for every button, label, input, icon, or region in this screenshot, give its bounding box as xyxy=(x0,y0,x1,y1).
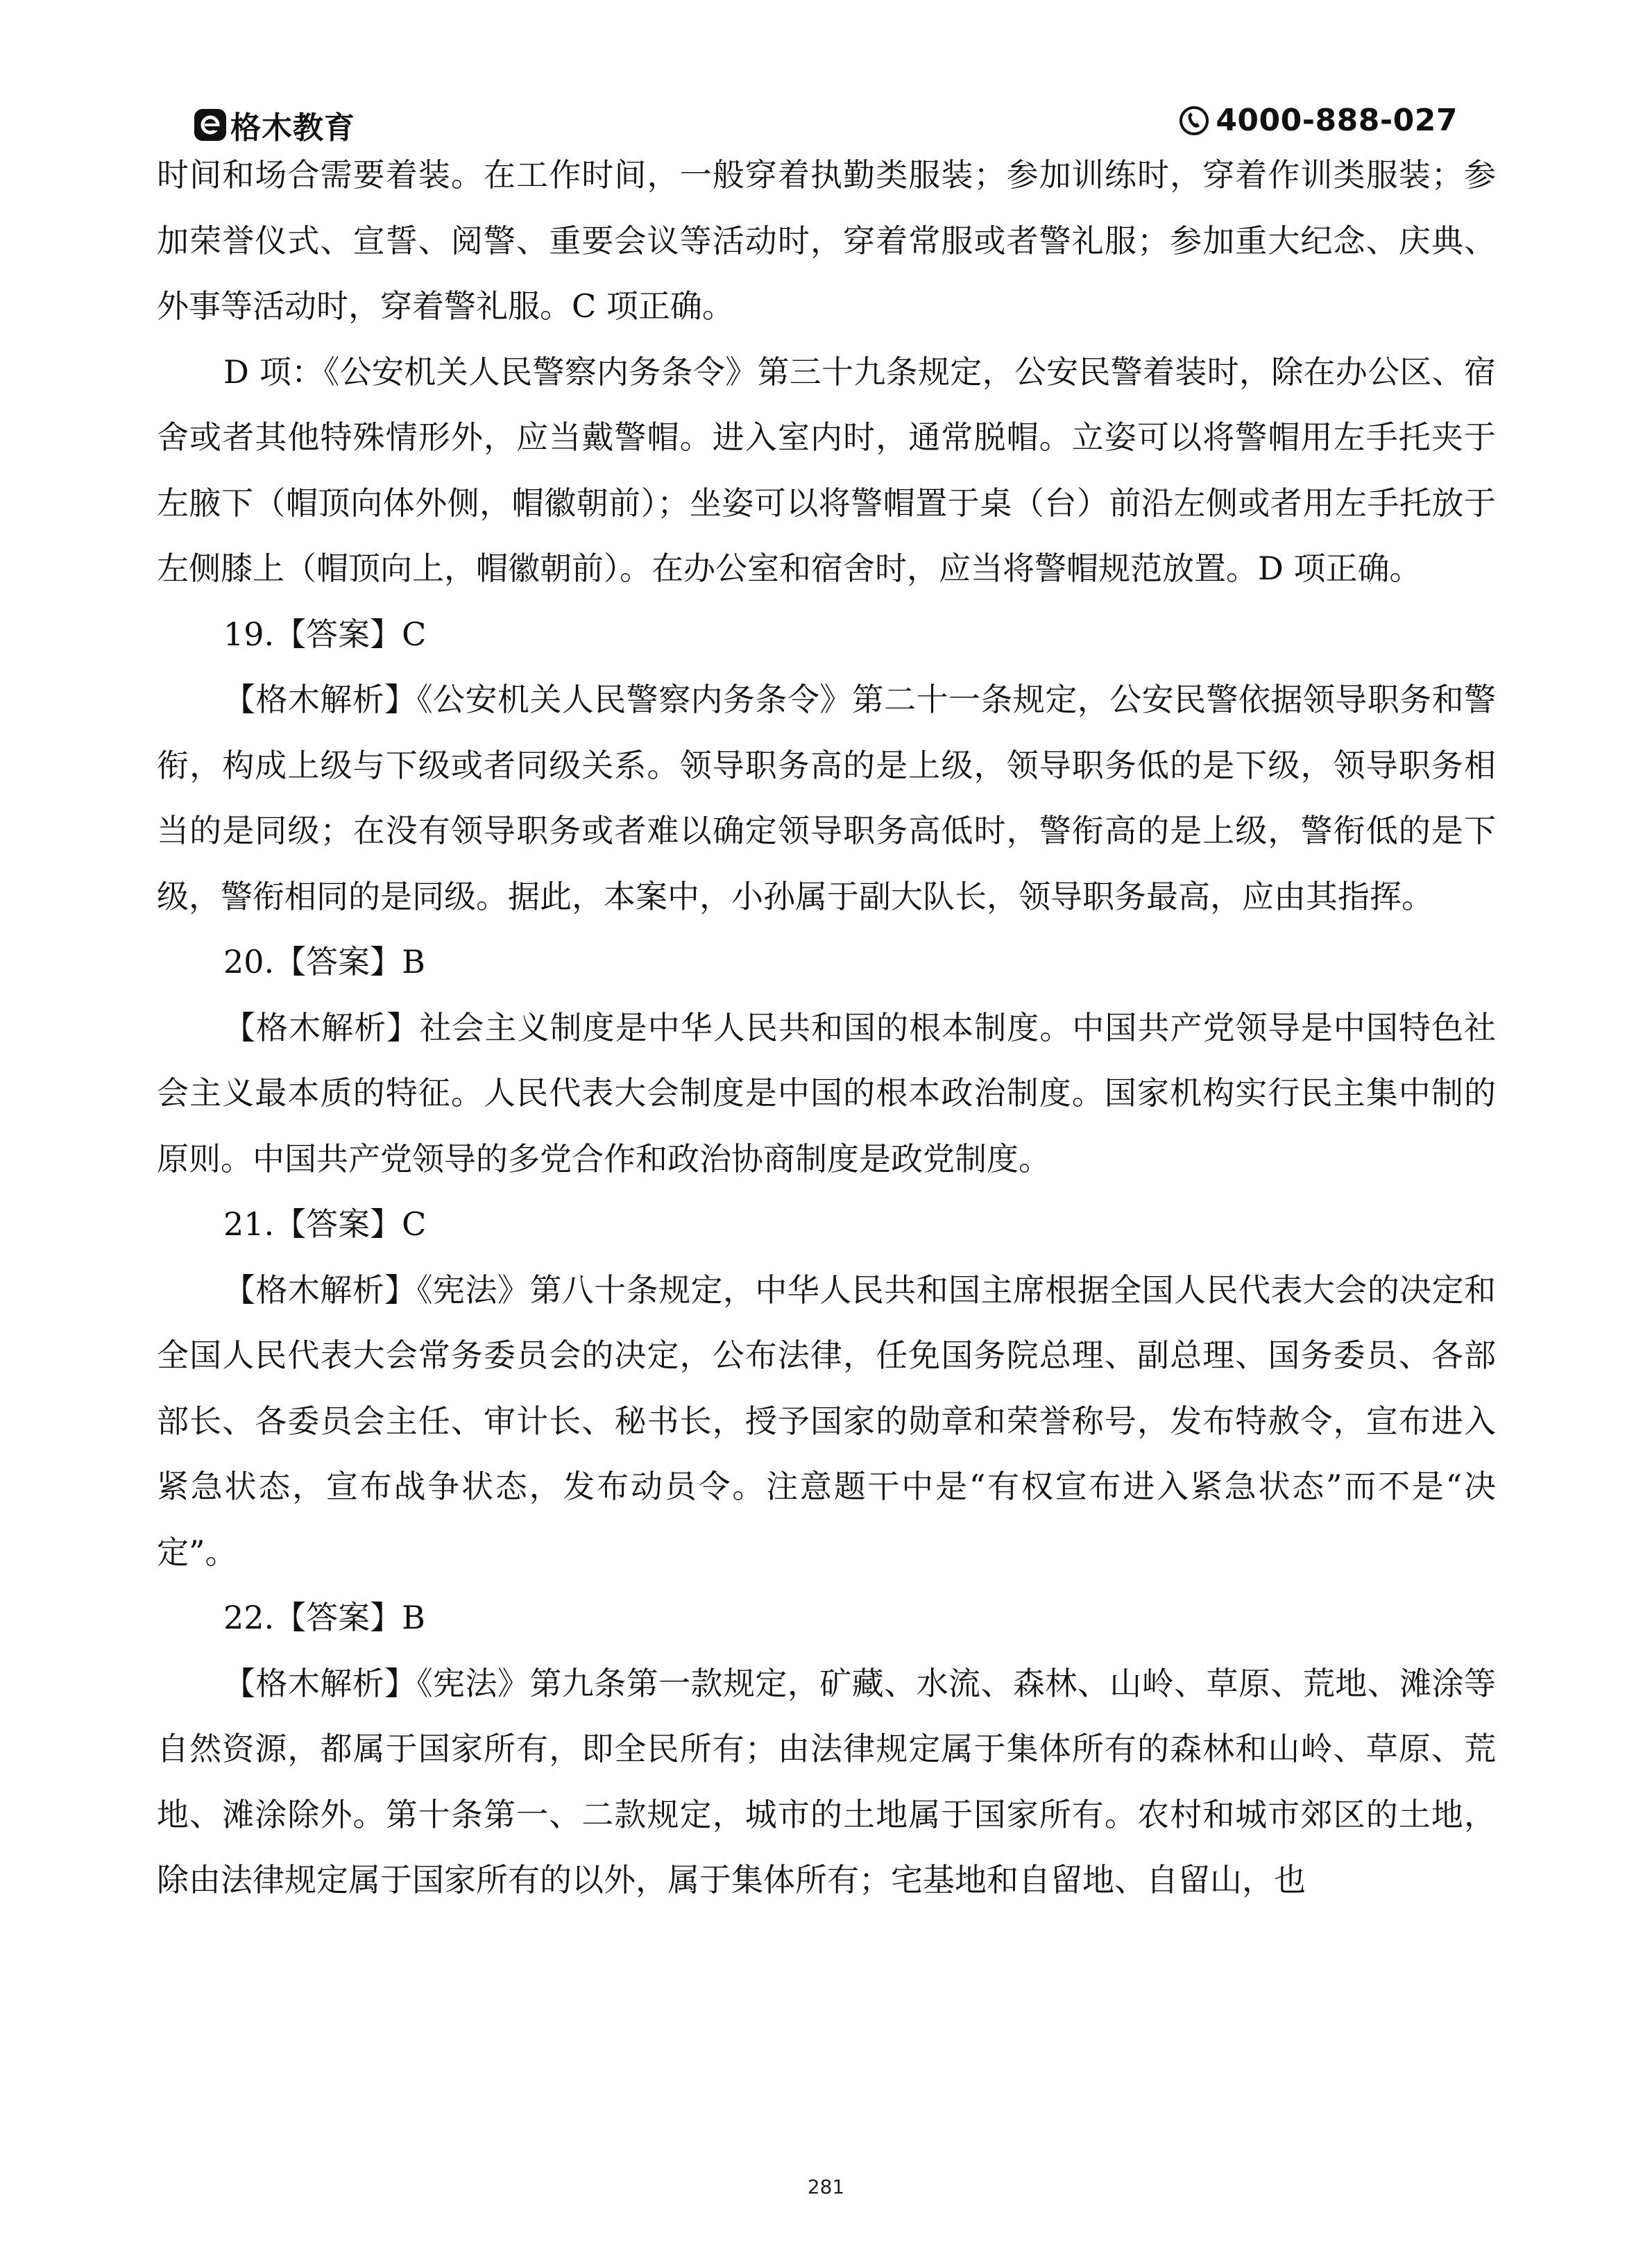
paragraph-option-d: D 项：《公安机关人民警察内务条令》第三十九条规定，公安民警着装时，除在办公区、宿舍或者其他特殊情形外，应当戴警帽。进入室内时，通常脱帽。立姿可以将警帽用左手托夹于左腋下（帽顶向体外侧，帽徽朝前）；坐姿可以将警帽置于桌（台）前沿左侧或者用左手托放于左侧膝上（帽顶向上，帽徽朝前）。在办公室和宿舍时，应当将警帽规范放置。D 项正确。 xyxy=(157,353,1496,587)
page-number: 281 xyxy=(807,2175,845,2198)
document-body xyxy=(157,142,1496,1913)
analysis-19: 【格木解析】《公安机关人民警察内务条令》第二十一条规定，公安民警依据领导职务和警衔，构成上级与下级或者同级关系。领导职务高的是上级，领导职务低的是下级，领导职务相当的是同级；在没有领导职务或者难以确定领导职务高低时，警衔高的是上级，警衔低的是下级，警衔相同的是同级。据此，本案中，小孙属于副大队长，领导职务最高，应由其指挥。 xyxy=(157,681,1496,915)
analysis-21: 【格木解析】《宪法》第八十条规定，中华人民共和国主席根据全国人民代表大会的决定和全国人民代表大会常务委员会的决定，公布法律，任免国务院总理、副总理、国务委员、各部部长、各委员会主任、审计长、秘书长，授予国家的勋章和荣誉称号，发布特赦令，宣布进入紧急状态，宣布战争状态，发布动员令。注意题干中是“有权宣布进入紧急状态”而不是“决定”。 xyxy=(157,1271,1496,1571)
brand-logo xyxy=(194,103,355,147)
hotline xyxy=(1178,103,1458,138)
answer-22: 22.【答案】B xyxy=(223,1599,425,1636)
brand-name: 格木教育 xyxy=(230,110,355,146)
phone-number: 4000-888-027 xyxy=(1216,103,1458,138)
paragraph-uniform-occasions: 时间和场合需要着装。在工作时间，一般穿着执勤类服装；参加训练时，穿着作训类服装；参加荣誉仪式、宣誓、阅警、重要会议等活动时，穿着常服或者警礼服；参加重大纪念、庆典、外事等活动时，穿着警礼服。C 项正确。 xyxy=(157,156,1496,325)
answer-19: 19.【答案】C xyxy=(223,615,427,653)
analysis-22: 【格木解析】《宪法》第九条第一款规定，矿藏、水流、森林、山岭、草原、荒地、滩涂等自然资源，都属于国家所有，即全民所有；由法律规定属于集体所有的森林和山岭、草原、荒地、滩涂除外。第十条第一、二款规定，城市的土地属于国家所有。农村和城市郊区的土地，除由法律规定属于国家所有的以外，属于集体所有；宅基地和自留地、自留山，也 xyxy=(157,1664,1496,1899)
phone-icon xyxy=(1178,105,1210,137)
answer-21: 21.【答案】C xyxy=(223,1205,427,1243)
e-logo-icon xyxy=(194,109,226,141)
answer-20: 20.【答案】B xyxy=(223,943,425,980)
page-header xyxy=(194,103,1458,144)
analysis-20: 【格木解析】社会主义制度是中华人民共和国的根本制度。中国共产党领导是中国特色社会主义最本质的特征。人民代表大会制度是中国的根本政治制度。国家机构实行民主集中制的原则。中国共产党领导的多党合作和政治协商制度是政党制度。 xyxy=(157,1008,1496,1178)
